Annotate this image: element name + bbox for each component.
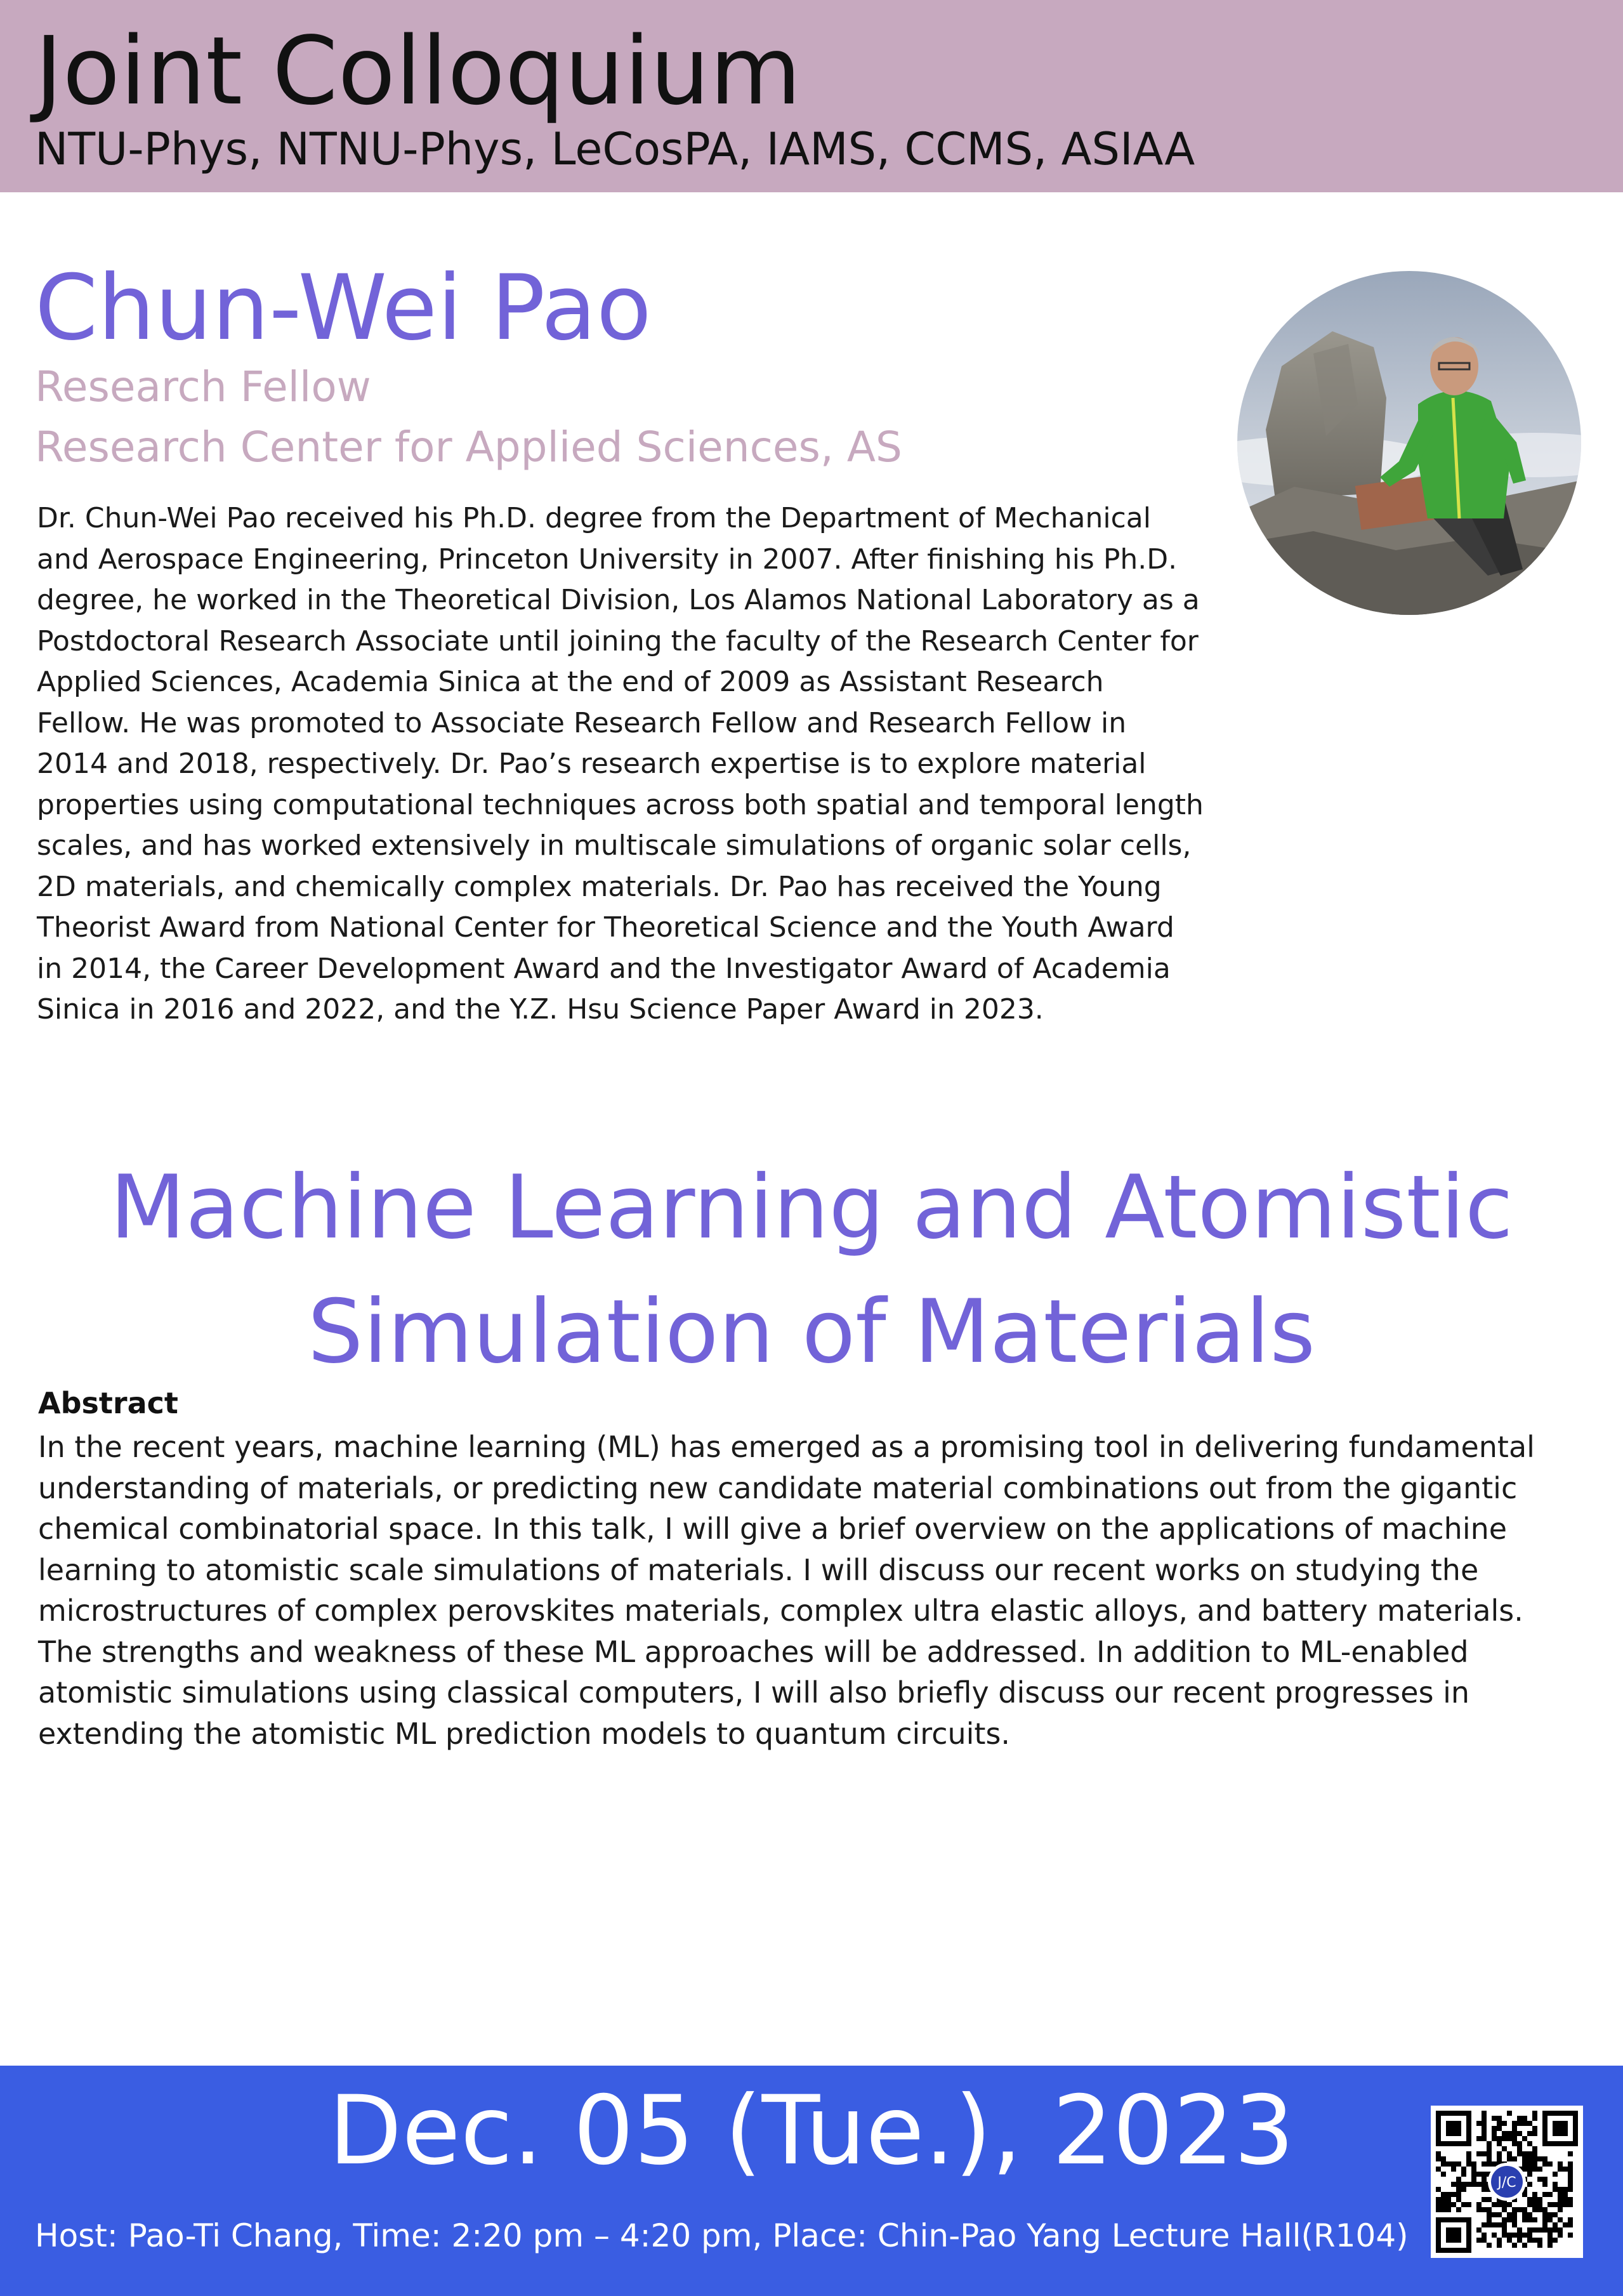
speaker-bio: Dr. Chun-Wei Pao received his Ph.D. degree from the Department of Mechanical and Aerospace Engineering, Princeton University in 2007. After finishing his Ph.D. degree, he worked in the Theoretical Division, Los Alamos National Laboratory as a Postdoctoral Research Associate until joining the faculty of the Research Center for Applied Sciences, Academia Sinica at the end of 2009 as Assistant Research Fellow. He was promoted to Associate Research Fellow and Research Fellow in 2014 and 2018, respectively. Dr. Pao’s research expertise is to explore material properties using computational techniques across both spatial and temporal length scales, and has worked extensively in multiscale simulations of organic solar cells, 2D materials, and chemically complex materials. Dr. Pao has received the Young Theorist Award from National Center for Theoretical Science and the Youth Award in 2014, the Career Development Award and the Investigator Award of Academia Sinica in 2016 and 2022, and the Y.Z. Hsu Science Paper Award in 2023. <box>37 502 1204 1026</box>
speaker-photo-image <box>1237 271 1581 615</box>
speaker-position: Research Fellow <box>35 362 371 411</box>
event-date: Dec. 05 (Tue.), 2023 <box>328 2076 1295 2186</box>
qr-finder-top-right <box>1542 2111 1578 2146</box>
qr-finder-top-left <box>1436 2111 1471 2146</box>
qr-code[interactable] <box>1431 2106 1583 2258</box>
speaker-photo <box>1237 271 1581 615</box>
abstract-heading: Abstract <box>38 1386 178 1420</box>
talk-title <box>0 1145 1623 1394</box>
speaker-name: Chun-Wei Pao <box>35 256 652 360</box>
talk-title-line-2: Simulation of Materials <box>307 1281 1316 1383</box>
qr-logo-text: J/C <box>1497 2175 1516 2191</box>
speaker-affiliation: Research Center for Applied Sciences, AS <box>35 423 902 472</box>
qr-code-graphic <box>1431 2106 1583 2258</box>
organizers-line: NTU-Phys, NTNU-Phys, LeCosPA, IAMS, CCMS, ASIAA <box>35 123 1195 175</box>
talk-title-line-1: Machine Learning and Atomistic <box>110 1156 1513 1258</box>
abstract-text: In the recent years, machine learning (ML) has emerged as a promising tool in delivering fundamental understanding of materials, or predicting new candidate material combinations out from the gigantic chemical combinatorial space. In this talk, I will give a brief overview on the applications of machine learning to atomistic scale simulations of materials. I will discuss our recent works on studying the microstructures of complex perovskites materials, complex ultra elastic alloys, and battery materials. The strengths and weakness of these ML approaches will be addressed. In addition to ML-enabled atomistic simulations using classical computers, I will also briefly discuss our recent progresses in extending the atomistic ML prediction models to quantum circuits. <box>38 1430 1535 1751</box>
qr-finder-bottom-left <box>1436 2217 1471 2253</box>
page-title: Joint Colloquium <box>35 16 801 126</box>
event-details: Host: Pao-Ti Chang, Time: 2:20 pm – 4:20 pm, Place: Chin-Pao Yang Lecture Hall(R104) <box>35 2217 1409 2254</box>
